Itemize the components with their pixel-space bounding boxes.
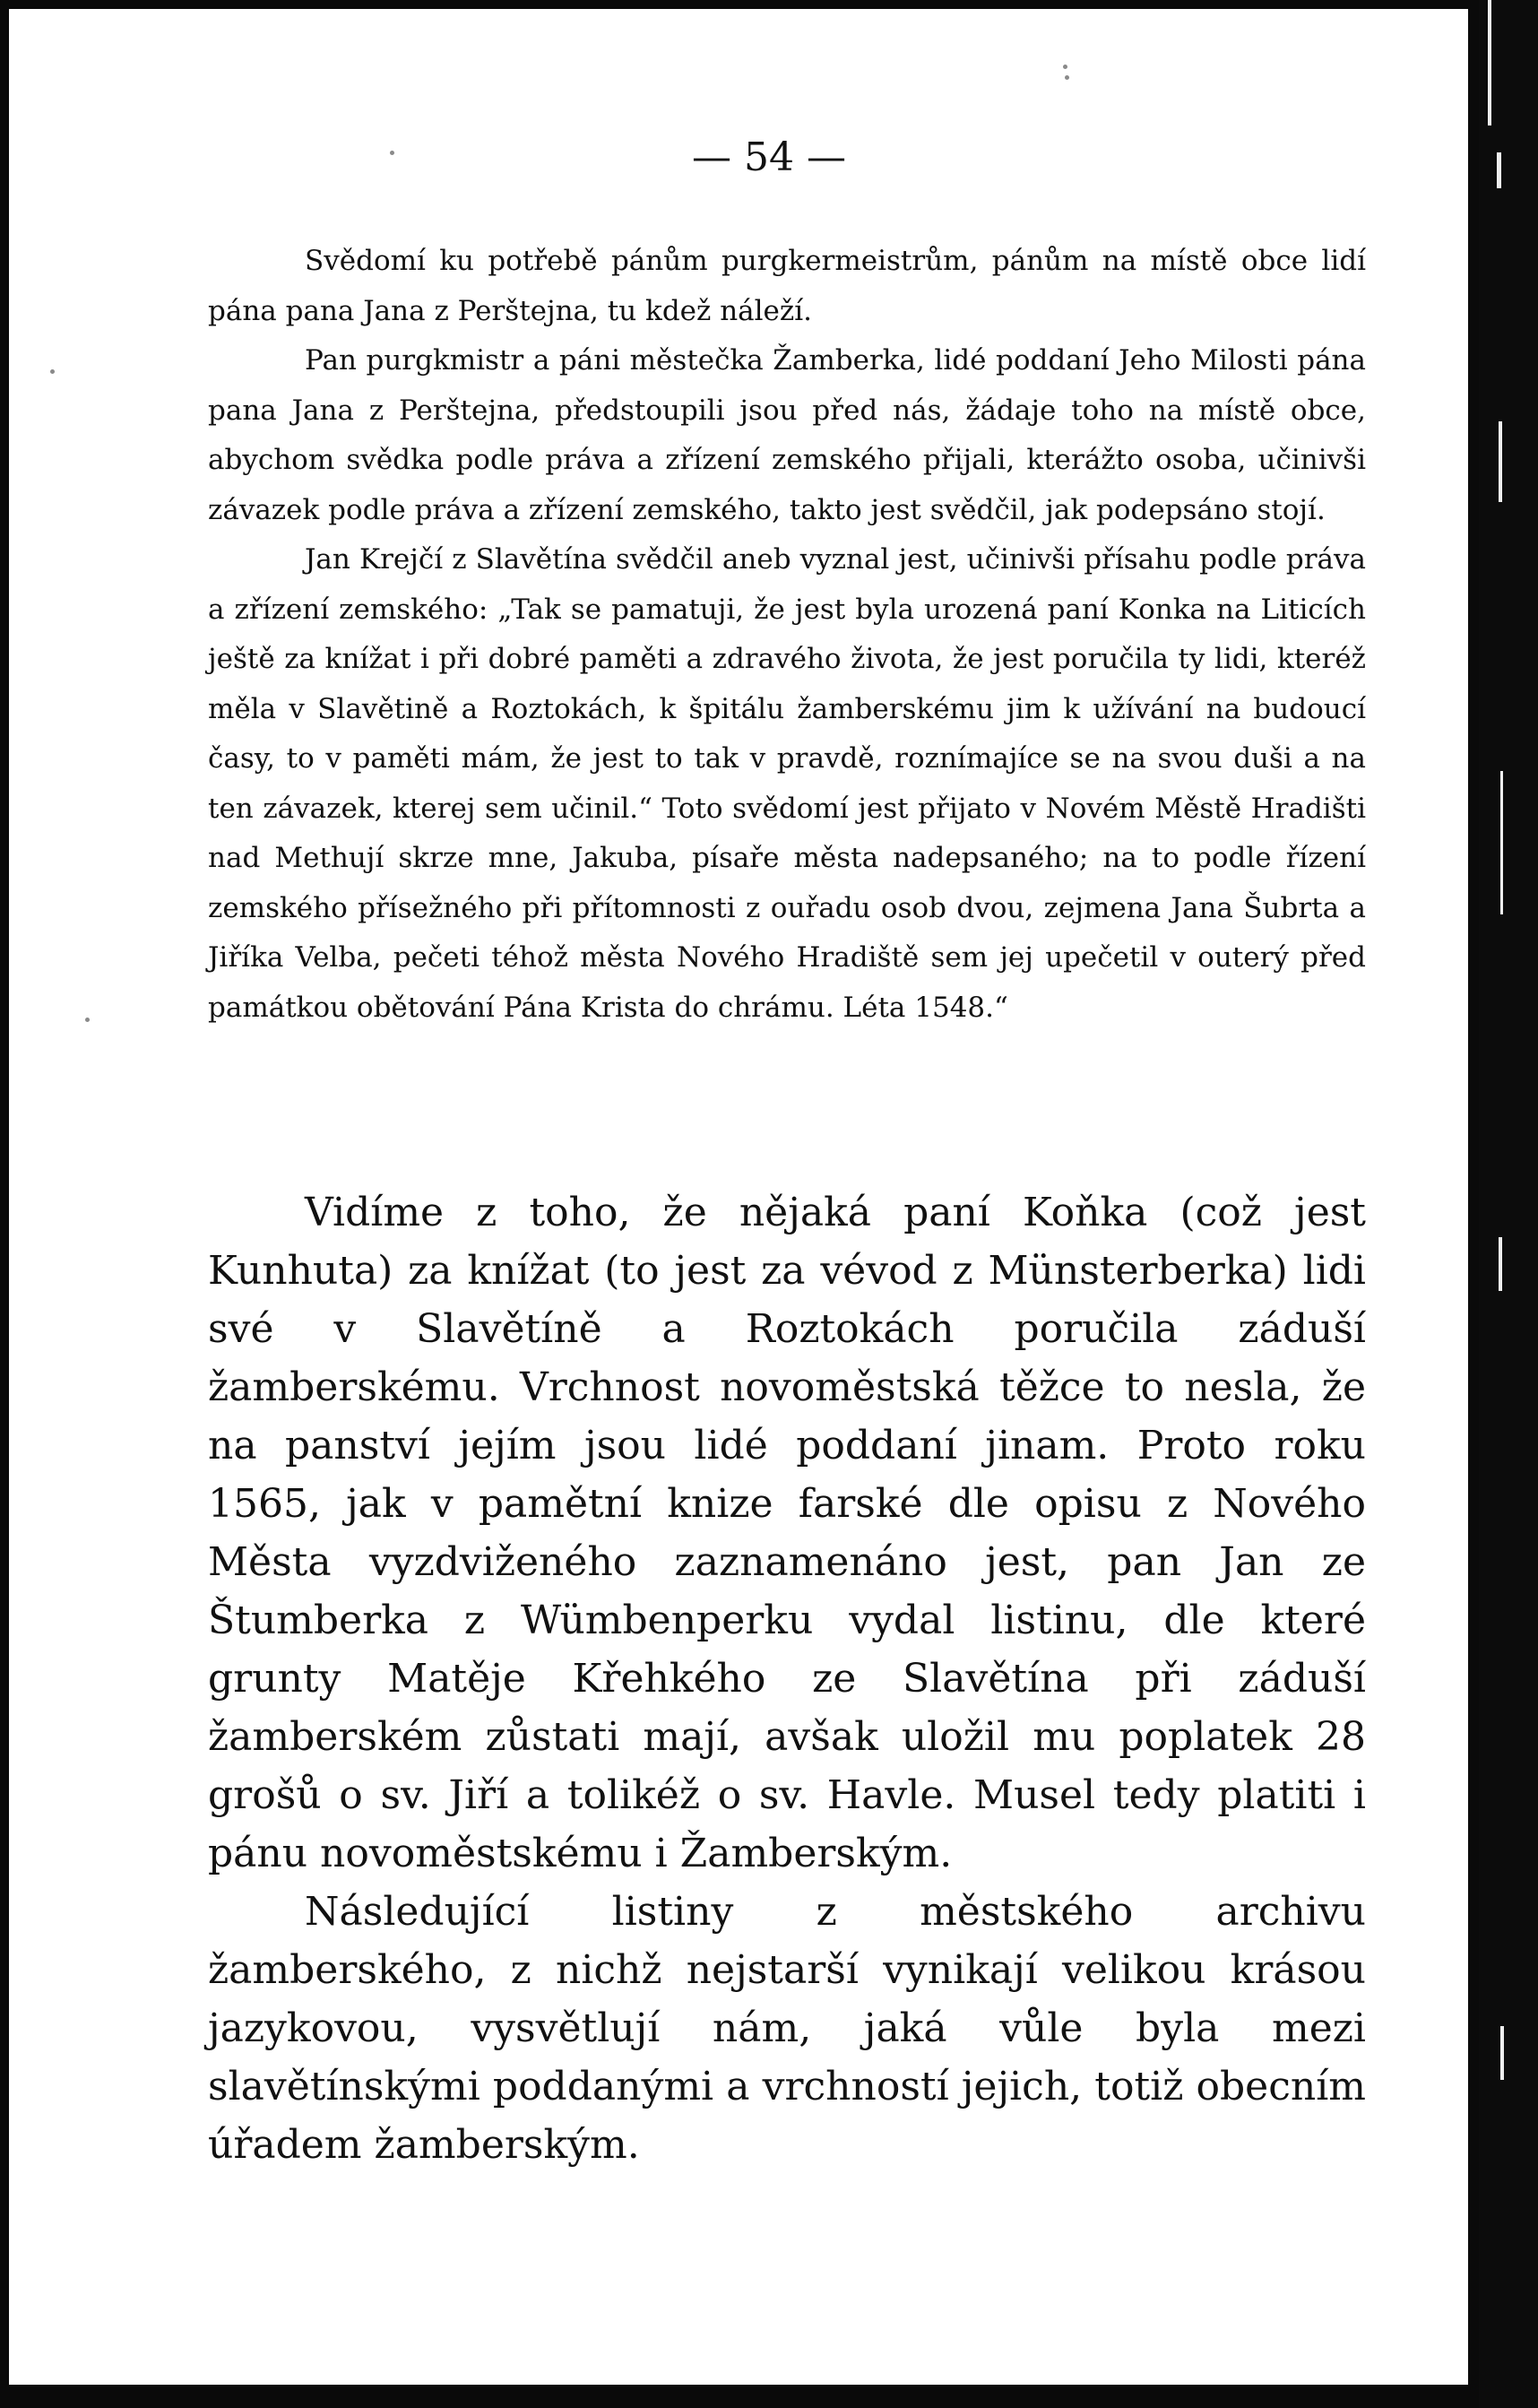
page-number: — 54 — (692, 134, 846, 180)
scan-speck (50, 369, 55, 374)
certificate-testimony: Jan Krejčí z Slavětína svědčil aneb vyznal jest, učinivši přísahu podle práva a zřízení zemského: „Tak se pamatuji, že jest byla urozená paní Konka na Liticích ještě za knížat i při dobré paměti a zdravého života, že jest poručila ty lidi, kteréž měla v Slavětině a Roztokách, k špitálu žamberskému jim k užívání na budoucí časy, to v paměti mám, že jest to tak v pravdě, roznímajíce se na svou duši a na ten závazek, kterej sem učinil.“ Toto svědomí jest přijato v Novém Městě Hradišti nad Methují skrze mne, Jakuba, písaře města nadepsaného; na to podle řízení zemského přísežného při přítomnosti z ouřadu osob dvou, zejmena Jana Šubrta a Jiříka Velba, pečeti téhož města Nového Hradiště sem jej upečetil v outerý před památkou obětování Pána Krista do chrámu. Léta 1548.“ (208, 543, 1366, 1024)
scan-edge (1479, 0, 1538, 2408)
body-paragraph: Následující listiny z městského archivu žamberského, z nichž nejstarší vynikají velikou krásou jazykovou, vysvětlují nám, jaká vůle byla mezi slavětínskými poddanými a vrchností jejich, totiž obecním úřadem žamberským. (208, 1889, 1366, 2168)
certificate-heading: Svědomí ku potřebě pánům purgkermeistrům, pánům na místě obce lidí pána pana Jana z Perštejna, tu kdež náleží. (208, 245, 1366, 327)
quoted-certificate (208, 237, 1366, 1033)
main-text (208, 1183, 1366, 2174)
certificate-intro: Pan purgkmistr a páni městečka Žamberka, lidé poddaní Jeho Milosti pána pana Jana z Perštejna, předstoupili jsou před nás, žádaje toho na místě obce, abychom svědka podle práva a zřízení zemského přijali, kterážto osoba, učinivši závazek podle práva a zřízení zemského, takto jest svědčil, jak podepsáno stojí. (208, 344, 1366, 526)
scan-speck (85, 1018, 90, 1022)
scan-speck (1065, 75, 1069, 80)
body-paragraph: Vidíme z toho, že nějaká paní Koňka (což jest Kunhuta) za knížat (to jest za vévod z Münsterberka) lidi své v Slavětíně a Roztokách poručila záduší žamberskému. Vrchnost novoměstská těžce to nesla, že na panství jejím jsou lidé poddaní jinam. Proto roku 1565, jak v pamětní knize farské dle opisu z Nového Města vyzdviženého zaznamenáno jest, pan Jan ze Štumberka z Wümbenperku vydal listinu, dle které grunty Matěje Křehkého ze Slavětína při záduší žamberském zůstati mají, avšak uložil mu poplatek 28 grošů o sv. Jiří a tolikéž o sv. Havle. Musel tedy platiti i pánu novoměstskému i Žamberským. (208, 1190, 1366, 1876)
scan-speck (1063, 65, 1067, 69)
